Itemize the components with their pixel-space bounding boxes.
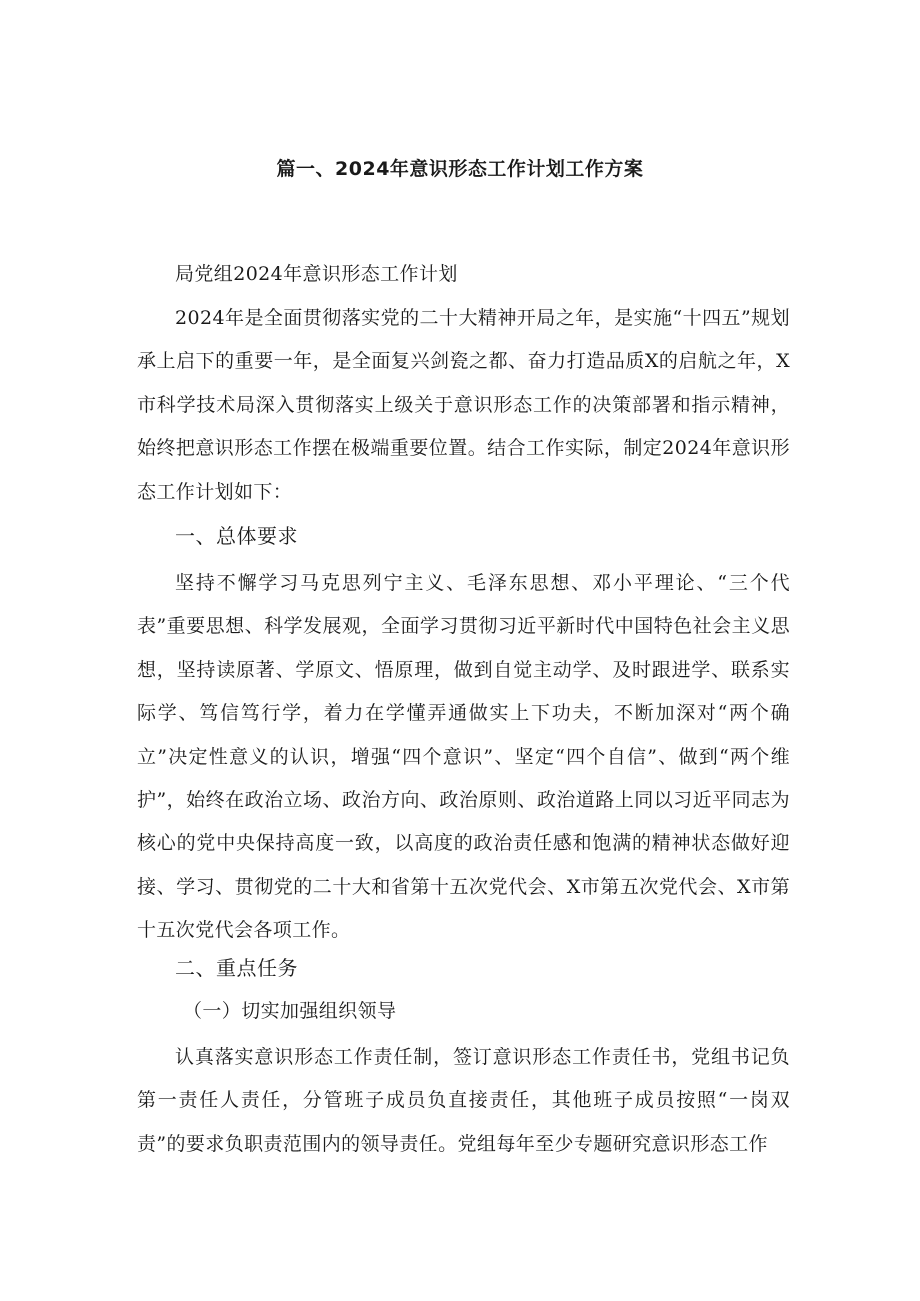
- section-heading-general-requirements: 一、总体要求: [175, 524, 298, 548]
- general-requirements-paragraph: 坚持不懈学习马克思列宁主义、毛泽东思想、邓小平理论、“三个代表”重要思想、科学发展观，全面学习贯彻习近平新时代中国特色社会主义思想，坚持读原著、学原文、悟原理，做到自觉主动学、及时跟进学、联系实际学、笃信笃行学，着力在学懂弄通做实上下功夫，不断加深对“两个确立”决定性意义的认识，增强“四个意识”、坚定“四个自信”、做到“两个维护”，始终在政治立场、政治方向、政治原则、政治道路上同以习近平同志为核心的党中央保持高度一致，以高度的政治责任感和饱满的精神状态做好迎接、学习、贯彻党的二十大和省第十五次党代会、X市第五次党代会、X市第十五次党代会各项工作。: [137, 572, 790, 942]
- section-heading-key-tasks: 二、重点任务: [175, 956, 298, 980]
- organization-paragraph: 认真落实意识形态工作责任制，签订意识形态工作责任书，党组书记负第一责任人责任，分管班子成员负直接责任，其他班子成员按照“一岗双责”的要求负职责范围内的领导责任。党组每年至少专题研究意识形态工作: [137, 1046, 790, 1155]
- subsection-heading-organization: （一）切实加强组织领导: [183, 1000, 397, 1022]
- document-subtitle: 局党组2024年意识形态工作计划: [175, 263, 458, 285]
- intro-paragraph: 2024年是全面贯彻落实党的二十大精神开局之年，是实施“十四五”规划承上启下的重要一年，是全面复兴剑瓷之都、奋力打造品质X的启航之年，X市科学技术局深入贯彻落实上级关于意识形态工作的决策部署和指示精神，始终把意识形态工作摆在极端重要位置。结合工作实际，制定2024年意识形态工作计划如下：: [137, 307, 790, 503]
- document-title: 篇一、2024年意识形态工作计划工作方案: [276, 158, 644, 180]
